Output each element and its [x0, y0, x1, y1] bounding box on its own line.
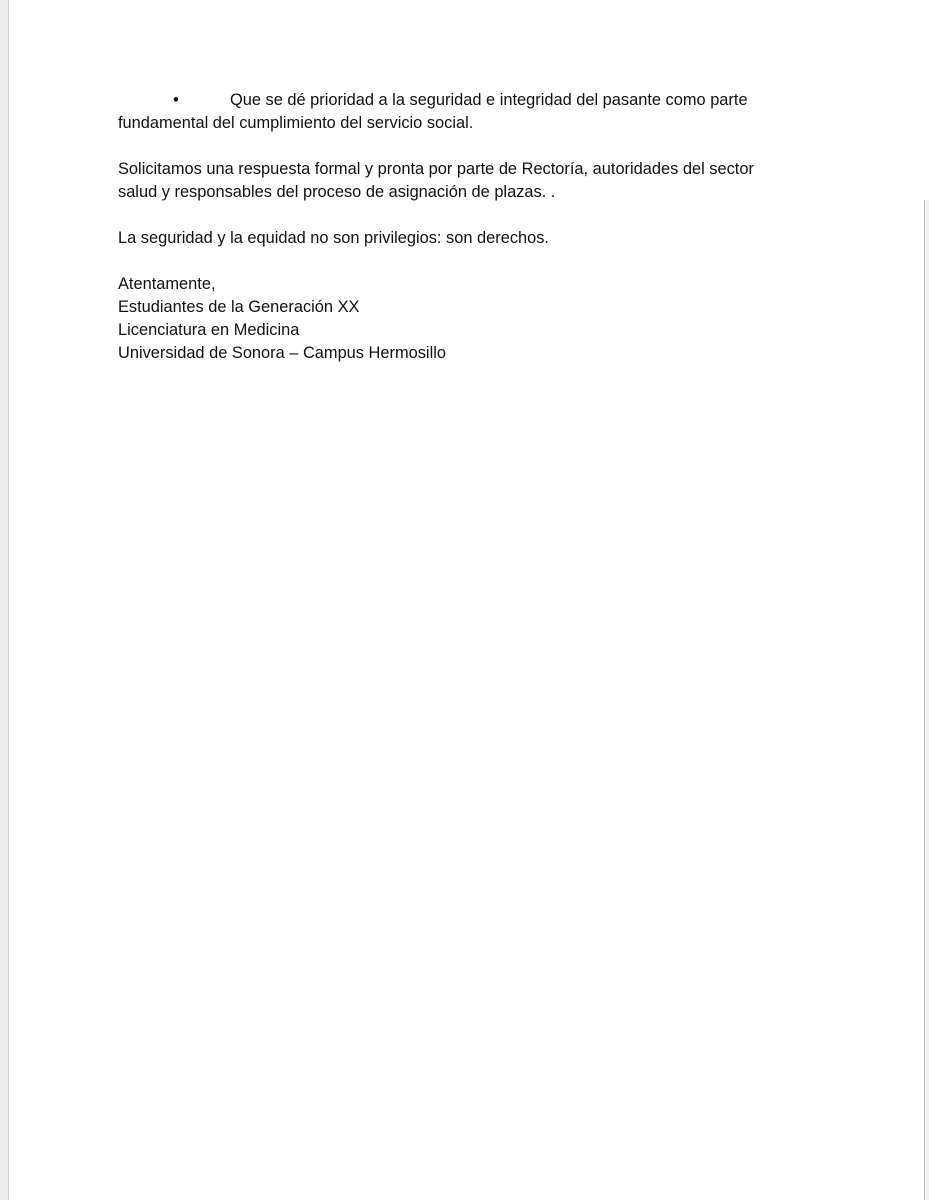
signature-line-3: Universidad de Sonora – Campus Hermosillo	[118, 344, 446, 362]
signature-closing: Atentamente,	[118, 275, 216, 293]
request-paragraph	[118, 158, 808, 204]
bullet-icon: •	[173, 91, 179, 109]
statement-line: La seguridad y la equidad no son privilegios: son derechos.	[118, 229, 549, 247]
bullet-item	[118, 89, 808, 135]
page-left-edge	[0, 0, 9, 1200]
page-right-edge	[924, 200, 929, 1200]
signature-line-1: Estudiantes de la Generación XX	[118, 298, 360, 316]
signature-block	[118, 273, 808, 365]
request-line-1: Solicitamos una respuesta formal y pronta por parte de Rectoría, autoridades del sector	[118, 160, 754, 178]
document-page	[118, 89, 808, 365]
request-line-2: salud y responsables del proceso de asignación de plazas. .	[118, 183, 556, 201]
signature-line-2: Licenciatura en Medicina	[118, 321, 300, 339]
bullet-text-line-1: Que se dé prioridad a la seguridad e integridad del pasante como parte	[230, 91, 748, 109]
bullet-text-line-2: fundamental del cumplimiento del servicio social.	[118, 114, 474, 132]
statement-paragraph	[118, 227, 808, 250]
